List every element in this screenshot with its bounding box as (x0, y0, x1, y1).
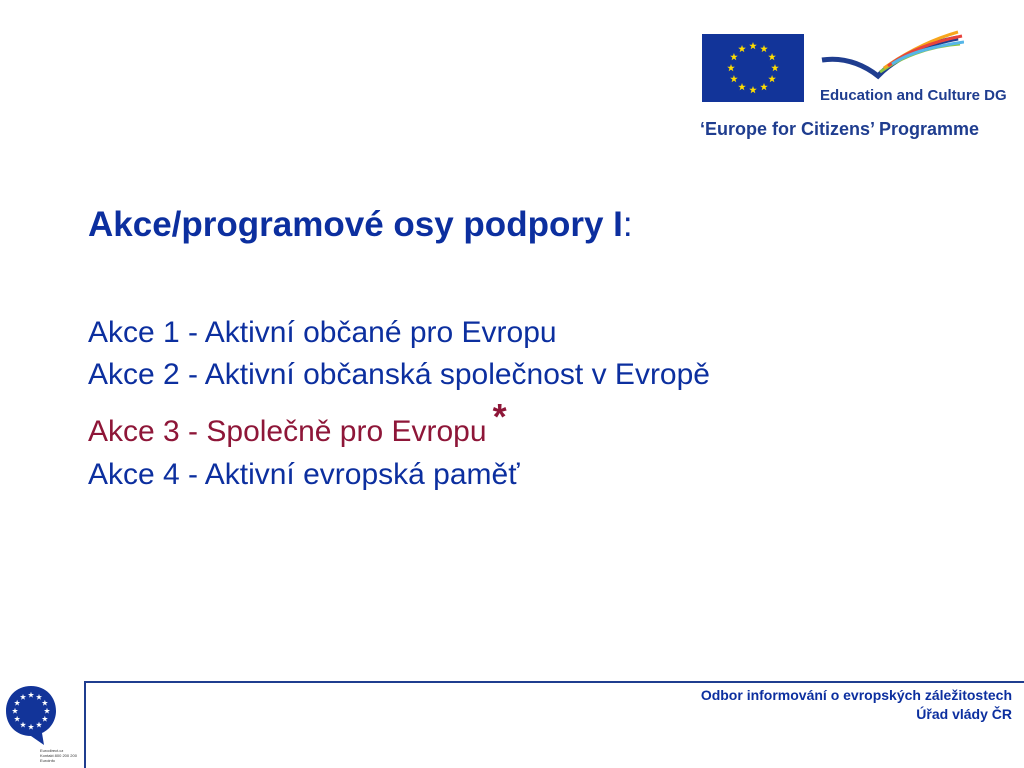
slide-title-text: Akce/programové osy podpory I (88, 205, 623, 244)
action-list (88, 312, 710, 496)
action-item-3-label: Akce 3 - Společně pro Evropu (88, 415, 487, 448)
education-culture-swoosh-logo (818, 30, 964, 82)
europe-direct-logo (4, 684, 58, 746)
programme-label: ‘Europe for Citizens’ Programme (700, 119, 980, 139)
action-item-4: Akce 4 - Aktivní evropská paměť (88, 458, 520, 491)
action-item-2: Akce 2 - Aktivní občanská společnost v Evropě (88, 358, 710, 391)
europe-direct-line-1: Eurodirect.cz (40, 748, 64, 753)
europe-direct-line-2: Kontakt 800 200 200 (40, 753, 77, 758)
europe-direct-line-3: Euroinfo (40, 758, 55, 763)
dg-label: Education and Culture DG (820, 87, 1007, 104)
footer-organization (701, 686, 1012, 724)
europe-direct-caption (40, 748, 77, 763)
slide-title (88, 205, 633, 245)
footer-divider (84, 681, 1024, 683)
asterisk-marker: * (492, 396, 507, 437)
footer-left-divider (84, 681, 86, 768)
action-item-3 (88, 396, 710, 450)
footer-office: Úřad vlády ČR (916, 706, 1012, 722)
slide-title-colon: : (622, 205, 633, 244)
eu-flag-logo (702, 34, 804, 102)
footer-department: Odbor informování o evropských záležitostech (700, 687, 1012, 703)
action-item-1: Akce 1 - Aktivní občané pro Evropu (88, 316, 557, 349)
